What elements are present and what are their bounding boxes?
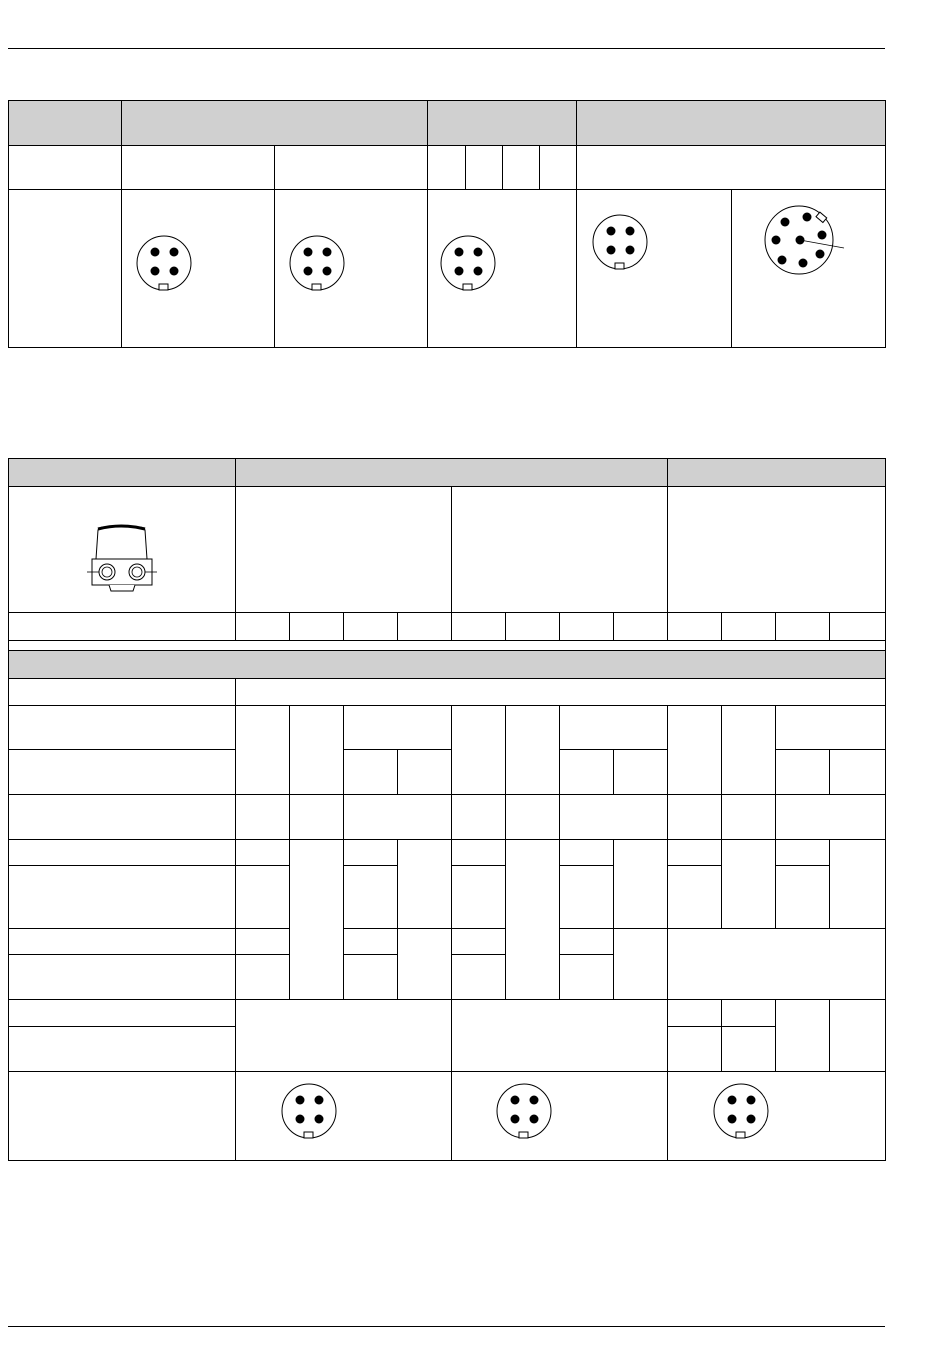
t1-header-label	[9, 101, 122, 146]
t2-cell	[344, 795, 452, 840]
t2-row-label	[9, 613, 236, 641]
m12-4-pin-connector-icon	[275, 190, 427, 340]
t2-cell	[830, 840, 886, 929]
t2-cell	[560, 706, 668, 750]
t2-spacer	[9, 641, 886, 651]
device-image-cell	[9, 487, 236, 613]
t2-cell	[668, 1027, 722, 1072]
t1-row-label	[9, 146, 122, 190]
t2-cell	[236, 613, 290, 641]
t2-cell	[560, 840, 614, 866]
t2-cell	[506, 706, 560, 795]
t2-cell	[236, 955, 290, 1000]
t2-cell	[668, 866, 722, 929]
top-rule	[8, 48, 885, 49]
t2-cell	[236, 929, 290, 955]
t2-cell	[614, 750, 668, 795]
connector-table-bottom	[8, 458, 886, 1161]
t2-cell	[344, 613, 398, 641]
t2-row-label	[9, 679, 236, 706]
t2-cell	[452, 487, 668, 613]
t1-connector-cell	[428, 190, 577, 348]
t1-header-group-b	[428, 101, 577, 146]
t2-cell	[560, 795, 668, 840]
t2-cell	[452, 929, 506, 955]
t2-cell	[668, 706, 722, 795]
t2-cell	[452, 955, 506, 1000]
t1-cell	[428, 146, 466, 190]
t2-cell	[668, 487, 886, 613]
t2-cell	[236, 795, 290, 840]
t2-cell	[344, 706, 452, 750]
t2-cell	[722, 1027, 776, 1072]
t2-row-label	[9, 929, 236, 955]
t2-cell	[776, 795, 886, 840]
t1-connector-cell	[732, 190, 886, 348]
t2-row-label	[9, 795, 236, 840]
m12-4-pin-connector-icon	[236, 1072, 452, 1160]
t1-connector-cell	[275, 190, 428, 348]
t2-cell	[722, 706, 776, 795]
t1-cell	[275, 146, 428, 190]
t1-cell	[466, 146, 503, 190]
t2-connector-cell	[236, 1072, 452, 1161]
t2-cell	[344, 866, 398, 929]
t2-row-label	[9, 750, 236, 795]
t2-cell	[506, 795, 560, 840]
t1-cell	[577, 146, 886, 190]
t2-cell	[776, 706, 886, 750]
t1-cell	[540, 146, 577, 190]
t2-cell	[668, 795, 722, 840]
valve-terminal-device-icon	[9, 487, 235, 607]
t2-connector-cell	[668, 1072, 886, 1161]
m12-4-pin-connector-icon	[452, 1072, 668, 1160]
t2-cell	[668, 1000, 722, 1027]
m12-8-pin-connector-icon	[732, 190, 885, 340]
t1-connector-cell	[577, 190, 732, 348]
m12-4-pin-connector-icon	[122, 190, 274, 340]
t2-cell	[560, 955, 614, 1000]
t2-cell	[344, 955, 398, 1000]
t2-cell	[560, 929, 614, 955]
t1-row-label	[9, 190, 122, 348]
t2-cell	[830, 750, 886, 795]
t2-cell	[344, 840, 398, 866]
m12-4-pin-connector-icon	[668, 1072, 884, 1160]
t2-cell	[722, 613, 776, 641]
t2-row-label	[9, 706, 236, 750]
t2-section-header	[9, 651, 886, 679]
t2-cell	[452, 795, 506, 840]
t2-cell	[614, 929, 668, 1000]
t2-cell	[236, 706, 290, 795]
t2-cell	[452, 706, 506, 795]
t2-cell	[776, 840, 830, 866]
t2-cell	[614, 613, 668, 641]
t2-cell	[290, 706, 344, 795]
t2-cell	[398, 929, 452, 1000]
t2-cell	[830, 613, 886, 641]
t2-cell	[776, 1000, 830, 1072]
t2-cell	[344, 750, 398, 795]
t2-cell	[776, 866, 830, 929]
t2-cell	[344, 929, 398, 955]
t2-cell	[560, 613, 614, 641]
connector-table-top	[8, 100, 886, 348]
t2-cell	[398, 613, 452, 641]
t2-row-label	[9, 866, 236, 929]
t2-connector-cell	[452, 1072, 668, 1161]
t2-header-group-a	[236, 459, 668, 487]
t2-header-label	[9, 459, 236, 487]
t2-cell	[452, 1000, 668, 1072]
t2-cell	[722, 795, 776, 840]
t1-connector-cell	[122, 190, 275, 348]
m12-4-pin-connector-icon	[577, 190, 731, 340]
t2-cell	[506, 613, 560, 641]
t2-cell	[236, 679, 886, 706]
t2-row-label	[9, 1072, 236, 1161]
t2-cell	[722, 840, 776, 929]
t1-header-group-c	[577, 101, 886, 146]
t2-cell	[236, 487, 452, 613]
t2-cell	[776, 750, 830, 795]
t2-row-label	[9, 1027, 236, 1072]
t2-cell	[668, 929, 886, 1000]
t2-cell	[452, 866, 506, 929]
t2-cell	[614, 840, 668, 929]
t2-cell	[722, 1000, 776, 1027]
t2-row-label	[9, 1000, 236, 1027]
bottom-rule	[8, 1326, 885, 1327]
t2-cell	[398, 750, 452, 795]
t2-cell	[290, 840, 344, 1000]
t2-cell	[290, 795, 344, 840]
t2-row-label	[9, 840, 236, 866]
t2-cell	[290, 613, 344, 641]
t2-cell	[452, 840, 506, 866]
t2-cell	[236, 1000, 452, 1072]
t2-cell	[236, 840, 290, 866]
t2-cell	[398, 840, 452, 929]
t1-cell	[503, 146, 540, 190]
t2-cell	[560, 866, 614, 929]
t2-cell	[236, 866, 290, 929]
t2-cell	[452, 613, 506, 641]
t2-cell	[776, 613, 830, 641]
t1-cell	[122, 146, 275, 190]
t2-cell	[668, 840, 722, 866]
t2-cell	[506, 840, 560, 1000]
t2-cell	[830, 1000, 886, 1072]
m12-4-pin-connector-icon	[428, 190, 576, 340]
t1-header-group-a	[122, 101, 428, 146]
t2-row-label	[9, 955, 236, 1000]
t2-cell	[668, 613, 722, 641]
t2-header-group-b	[668, 459, 886, 487]
t2-cell	[560, 750, 614, 795]
